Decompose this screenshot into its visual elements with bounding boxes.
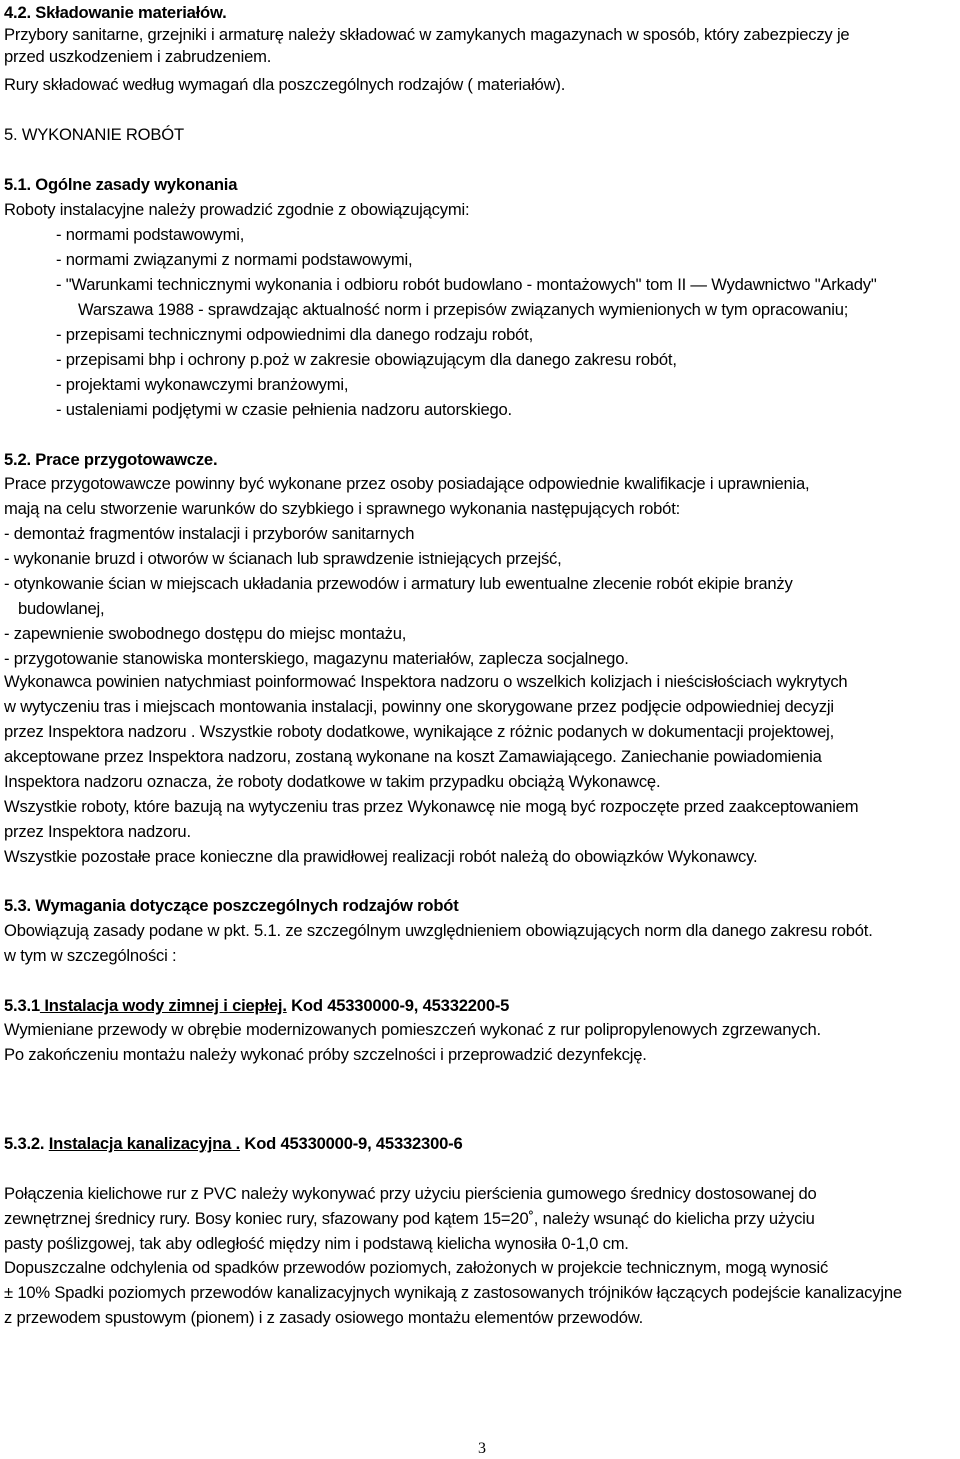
text-line-s532-p3: pasty poślizgowej, tak aby odległość między nim i podstawą kielicha wynosiła 0-1,0 cm.: [4, 1234, 629, 1253]
text-line-s52-p2: mają na celu stworzenie warunków do szybkiego i sprawnego wykonania następujących robót:: [4, 499, 681, 518]
text-line-s52-l4: - zapewnienie swobodnego dostępu do miejsc montażu,: [4, 624, 407, 643]
text-line-s52-l5: - przygotowanie stanowiska monterskiego, magazynu materiałów, zaplecza socjalnego.: [4, 649, 629, 668]
text-line-s52-heading: 5.2. Prace przygotowawcze.: [4, 450, 218, 469]
text-line-s51-l1: - normami podstawowymi,: [56, 225, 245, 244]
text-line-s42-p1: Przybory sanitarne, grzejniki i armaturę należy składować w zamykanych magazynach w sposób, który zabezpieczy je: [4, 25, 850, 44]
text-line-s42-p2: przed uszkodzeniem i zabrudzeniem.: [4, 47, 272, 66]
text-line-s532-heading: 5.3.2. Instalacja kanalizacyjna . Kod 45330000-9, 45332300-6: [4, 1134, 463, 1153]
text-line-s51-l7: - ustaleniami podjętymi w czasie pełnienia nadzoru autorskiego.: [56, 400, 512, 419]
text-line-s52-l1: - demontaż fragmentów instalacji i przyborów sanitarnych: [4, 524, 415, 543]
text-line-s42-p3: Rury składować według wymagań dla poszczególnych rodzajów ( materiałów).: [4, 75, 566, 94]
text-line-s52-p4: w wytyczeniu tras i miejscach montowania instalacji, powinny one skorygowane przez podjęcie odpowiedniej decyzji: [4, 697, 834, 716]
underlined-title: Instalacja wody zimnej i ciepłej.: [39, 996, 287, 1015]
text-line-s531-heading: 5.3.1 Instalacja wody zimnej i ciepłej. Kod 45330000-9, 45332200-5: [4, 996, 510, 1015]
text-line-s52-p8: Wszystkie roboty, które bazują na wytyczeniu tras przez Wykonawcę nie mogą być rozpoczęte przed zaakceptowaniem: [4, 797, 859, 816]
text-line-s52-p7: Inspektora nadzoru oznacza, że roboty dodatkowe w takim przypadku obciążą Wykonawcę.: [4, 772, 661, 791]
text-line-s532-p2: zewnętrznej średnicy rury. Bosy koniec rury, sfazowany pod kątem 15=20˚, należy wsunąć do kielicha przy użyciu: [4, 1209, 815, 1228]
text-line-s532-p1: Połączenia kielichowe rur z PVC należy wykonywać przy użyciu pierścienia gumowego średnicy dostosowanej do: [4, 1184, 817, 1203]
text-line-s532-p6: z przewodem spustowym (pionem) i z zasady osiowego montażu elementów przewodów.: [4, 1308, 644, 1327]
text-line-s532-p5: ± 10% Spadki poziomych przewodów kanalizacyjnych wynikają z zastosowanych trójników łączących podejście kanalizacyjne: [4, 1283, 902, 1302]
text-line-s51-l5: - przepisami bhp i ochrony p.poż w zakresie obowiązującym dla danego zakresu robót,: [56, 350, 677, 369]
text-line-s52-p3: Wykonawca powinien natychmiast poinformować Inspektora nadzoru o wszelkich kolizjach i nieścisłościach wykrytych: [4, 672, 848, 691]
text-line-s52-l2: - wykonanie bruzd i otworów w ścianach lub sprawdzenie istniejących przejść,: [4, 549, 562, 568]
text-line-s52-p5: przez Inspektora nadzoru . Wszystkie roboty dodatkowe, wynikające z różnic podanych w dokumentacji projektowej,: [4, 722, 835, 741]
text-line-s52-p1: Prace przygotowawcze powinny być wykonane przez osoby posiadające odpowiednie kwalifikacje i uprawnienia,: [4, 474, 810, 493]
text-line-s51-heading: 5.1. Ogólne zasady wykonania: [4, 175, 238, 194]
text-line-s51-intro: Roboty instalacyjne należy prowadzić zgodnie z obowiązującymi:: [4, 200, 470, 219]
page-number: 3: [478, 1440, 486, 1457]
text-line-s51-l3b: Warszawa 1988 - sprawdzając aktualność norm i przepisów związanych wymienionych w tym opracowaniu;: [78, 300, 849, 319]
text-line-s5-heading: 5. WYKONANIE ROBÓT: [4, 125, 184, 144]
text-line-s531-p2: Po zakończeniu montażu należy wykonać próby szczelności i przeprowadzić dezynfekcję.: [4, 1045, 647, 1064]
text-line-s52-l3b: budowlanej,: [18, 599, 105, 618]
text-line-s53-heading: 5.3. Wymagania dotyczące poszczególnych rodzajów robót: [4, 896, 459, 915]
text-line-s51-l6: - projektami wykonawczymi branżowymi,: [56, 375, 349, 394]
text-line-s52-p10: Wszystkie pozostałe prace konieczne dla prawidłowej realizacji robót należą do obowiązków Wykonawcy.: [4, 847, 758, 866]
text-line-s53-p2: w tym w szczególności :: [4, 946, 177, 965]
text-line-s52-p6: akceptowane przez Inspektora nadzoru, zostaną wykonane na koszt Zamawiającego. Zaniechanie powiadomienia: [4, 747, 822, 766]
text-line-s51-l2: - normami związanymi z normami podstawowymi,: [56, 250, 413, 269]
text-line-s51-l3: - "Warunkami technicznymi wykonania i odbioru robót budowlano - montażowych" tom II — Wydawnictwo "Arkady": [56, 275, 877, 294]
text-line-s532-p4: Dopuszczalne odchylenia od spadków przewodów poziomych, założonych w projekcie technicznym, mogą wynosić: [4, 1258, 829, 1277]
text-line-s52-p9: przez Inspektora nadzoru.: [4, 822, 191, 841]
underlined-title: Instalacja kanalizacyjna .: [48, 1134, 241, 1153]
text-line-s531-p1: Wymieniane przewody w obrębie modernizowanych pomieszczeń wykonać z rur polipropylenowych zgrzewanych.: [4, 1020, 821, 1039]
text-line-s53-p1: Obowiązują zasady podane w pkt. 5.1. ze szczególnym uwzględnieniem obowiązujących norm dla danego zakresu robót.: [4, 921, 873, 940]
text-line-s52-l3: - otynkowanie ścian w miejscach układania przewodów i armatury lub ewentualne zlecenie robót ekipie branży: [4, 574, 793, 593]
text-line-s42-heading: 4.2. Składowanie materiałów.: [4, 3, 227, 22]
text-line-s51-l4: - przepisami technicznymi odpowiednimi dla danego rodzaju robót,: [56, 325, 533, 344]
